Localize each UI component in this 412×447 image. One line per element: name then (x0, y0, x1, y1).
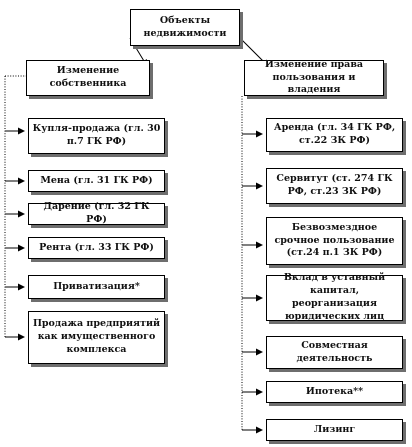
left-item-3-label: Дарение (гл. 32 ГК РФ) (43, 201, 150, 225)
right-item-6-label: Ипотека** (305, 385, 364, 397)
branch-right-label: Изменение права пользования и владения (264, 58, 364, 96)
branch-left-node (26, 60, 150, 96)
right-item-4 (266, 272, 403, 322)
right-item-7 (266, 419, 403, 441)
right-item-7-label: Лизинг (313, 423, 356, 435)
right-item-6 (266, 381, 403, 403)
right-item-2 (266, 168, 403, 204)
branch-left-label: Изменение собственника (49, 65, 127, 89)
right-item-1 (266, 118, 403, 152)
right-item-1-label: Аренда (гл. 34 ГК РФ, ст.22 ЗК РФ) (273, 122, 396, 146)
left-item-1-label: Купля-продажа (гл. 30 п.7 ГК РФ) (32, 123, 161, 147)
root-node-label: Объекты недвижимости (143, 14, 227, 39)
left-item-6 (28, 311, 165, 364)
left-item-5 (28, 275, 165, 299)
root-node (130, 9, 240, 46)
left-item-3 (28, 203, 165, 225)
right-item-5 (266, 336, 403, 369)
left-item-2-label: Мена (гл. 31 ГК РФ) (40, 174, 153, 186)
right-item-4-label: Вклад в уставный капитал, реорганизация юридических лиц (283, 272, 386, 322)
right-item-3 (266, 217, 403, 265)
left-item-4-label: Рента (гл. 33 ГК РФ) (39, 241, 154, 253)
branch-right-node (244, 60, 384, 96)
left-item-4 (28, 237, 165, 259)
left-item-6-label: Продажа предприятий как имущественного комплекса (32, 318, 161, 355)
left-item-1 (28, 118, 165, 154)
left-item-2 (28, 170, 165, 192)
left-item-5-label: Приватизация* (53, 280, 140, 292)
right-item-3-label: Безвозмездное срочное пользование (ст.24 п.1 ЗК РФ) (274, 221, 395, 259)
right-item-2-label: Сервитут (ст. 274 ГК РФ, ст.23 ЗК РФ) (276, 173, 393, 197)
right-item-5-label: Совместная деятельность (296, 339, 373, 364)
